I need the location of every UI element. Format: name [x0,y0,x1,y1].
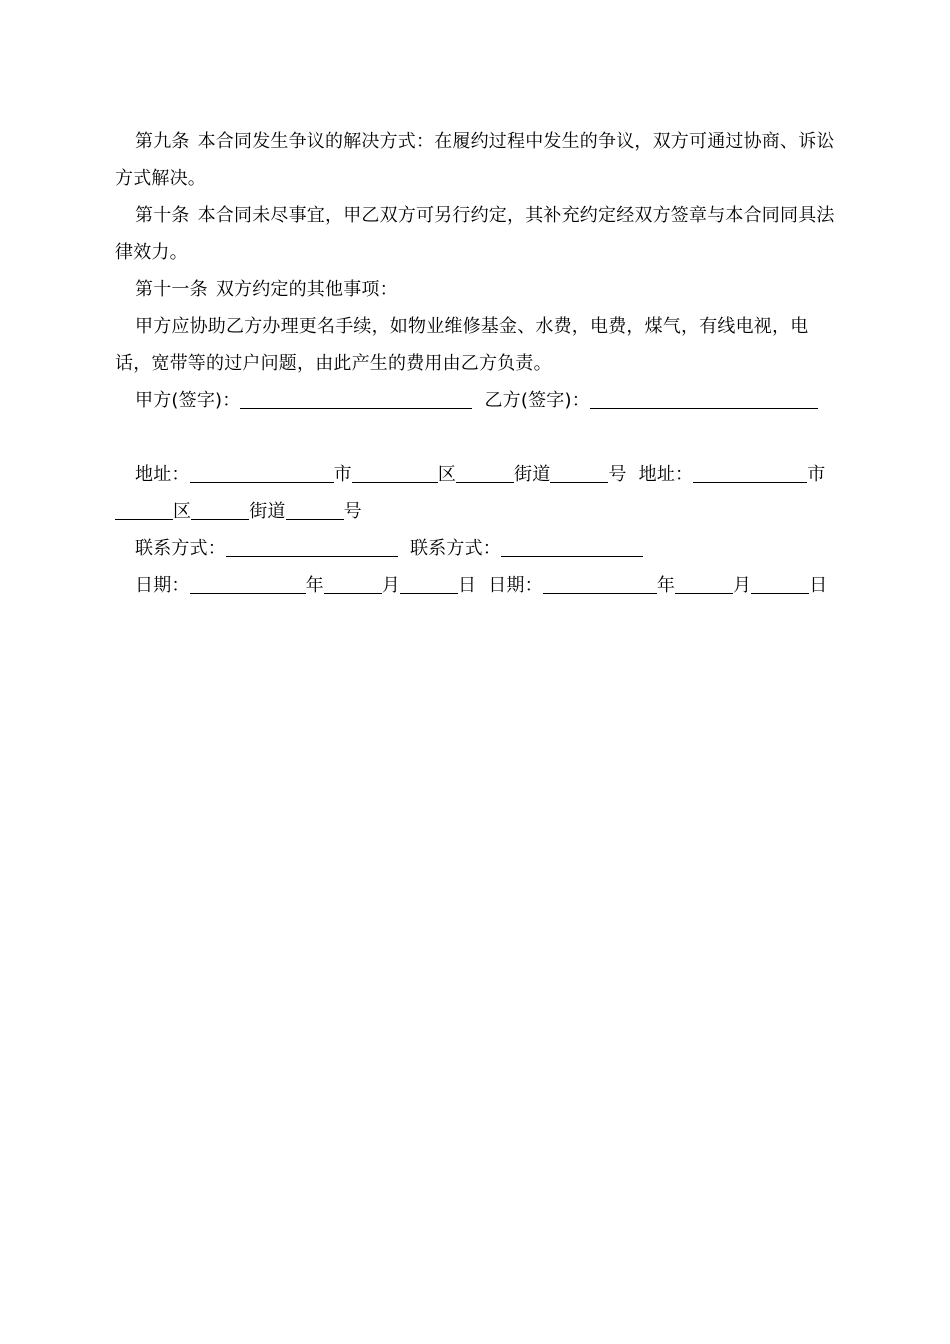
party-a-day-blank[interactable] [400,571,458,594]
signature-row [115,382,835,419]
party-a-contact-label: 联系方式： [135,538,226,559]
party-a-contact-blank[interactable] [226,534,398,557]
party-b-sign-blank[interactable] [590,386,818,409]
party-a-street-blank[interactable] [456,460,514,483]
party-a-sign-label: 甲方(签字)： [135,390,241,411]
party-b-address-label: 地址： [638,464,694,485]
year-label: 年 [305,575,324,596]
city-label: 市 [333,464,352,485]
month-label: 月 [733,575,752,596]
district-label: 区 [173,501,192,522]
article-11 [115,271,835,308]
day-label: 日 [458,575,477,596]
number-label: 号 [608,464,627,485]
article-9-text: 本合同发生争议的解决方式：在履约过程中发生的争议，双方可通过协商、诉讼方式解决。 [115,131,835,189]
party-a-date-label: 日期： [135,575,190,596]
month-label: 月 [381,575,401,596]
party-b-year-blank[interactable] [543,571,657,594]
party-b-contact-label: 联系方式： [410,538,501,559]
party-a-city-blank[interactable] [190,460,334,483]
party-a-year-blank[interactable] [190,571,306,594]
party-b-month-blank[interactable] [675,571,733,594]
party-b-street-blank[interactable] [191,497,249,520]
street-label: 街道 [249,501,286,522]
article-9-heading: 第九条 [135,131,190,152]
party-a-number-blank[interactable] [550,460,608,483]
party-b-date-label: 日期： [488,575,543,596]
address-row-continued [115,493,835,530]
address-row [115,456,835,493]
year-label: 年 [656,575,676,596]
article-9 [115,123,835,197]
street-label: 街道 [514,464,551,485]
day-label: 日 [809,575,828,596]
article-10 [115,197,835,271]
article-11-heading: 第十一条 [135,279,208,300]
party-b-district-blank[interactable] [115,497,173,520]
party-b-contact-blank[interactable] [501,534,643,557]
party-a-district-blank[interactable] [352,460,438,483]
article-10-text: 本合同未尽事宜，甲乙双方可另行约定，其补充约定经双方签章与本合同同具法律效力。 [115,205,835,263]
party-a-address-label: 地址： [135,464,190,485]
article-11-text: 双方约定的其他事项： [215,279,398,300]
city-label: 市 [807,464,826,485]
contact-row [115,530,835,567]
date-row [115,567,835,604]
party-b-number-blank[interactable] [286,497,344,520]
party-a-month-blank[interactable] [324,571,382,594]
number-label: 号 [343,501,362,522]
party-b-sign-label: 乙方(签字)： [484,390,590,411]
party-b-day-blank[interactable] [751,571,809,594]
article-10-heading: 第十条 [135,205,190,226]
other-matters: 甲方应协助乙方办理更名手续，如物业维修基金、水费，电费，煤气，有线电视，电话，宽带等的过户问题，由此产生的费用由乙方负责。 [115,316,809,374]
district-label: 区 [437,464,457,485]
party-b-city-blank[interactable] [693,460,807,483]
contract-body [115,123,835,604]
spacer [115,419,835,456]
party-a-sign-blank[interactable] [240,386,472,409]
